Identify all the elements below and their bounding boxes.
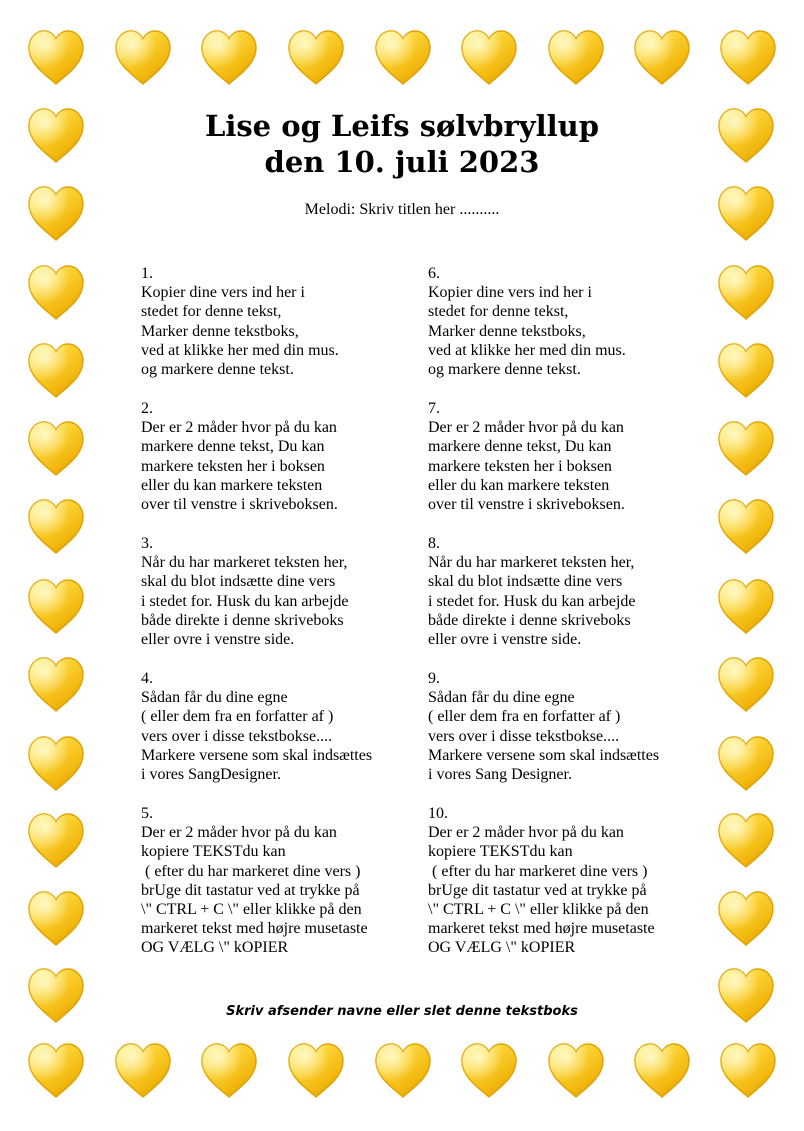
verse-line: Når du har markeret teksten her,: [428, 554, 635, 572]
heart-icon: [285, 27, 347, 87]
verse-line: ( eller dem fra en forfatter af ): [141, 708, 334, 726]
verse-line: både direkte i denne skriveboks: [141, 611, 344, 629]
verse-line: Kopier dine vers ind her i: [141, 284, 305, 302]
verse-line: Der er 2 måder hvor på du kan: [141, 824, 337, 842]
heart-icon: [715, 496, 777, 556]
verse-1[interactable]: [141, 264, 431, 399]
verse-line: i vores SangDesigner.: [141, 766, 281, 784]
verse-number: 6.: [428, 265, 440, 282]
verse-number: 4.: [141, 670, 153, 687]
heart-icon: [25, 810, 87, 870]
heart-icon: [715, 654, 777, 714]
verse-line: ved at klikke her med din mus.: [141, 341, 339, 359]
verse-line: og markere denne tekst.: [428, 361, 581, 379]
page-title: [0, 108, 804, 180]
sender-textbox[interactable]: Skriv afsender navne eller slet denne tekstboks: [226, 1004, 578, 1019]
verse-line: brUge dit tastatur ved at trykke på: [141, 881, 360, 899]
verse-line: eller du kan markere teksten: [428, 476, 610, 494]
heart-icon: [715, 576, 777, 636]
heart-icon: [372, 1040, 434, 1100]
verse-line: Markere versene som skal indsættes: [428, 746, 660, 764]
verse-line: brUge dit tastatur ved at trykke på: [428, 881, 647, 899]
heart-icon: [715, 810, 777, 870]
verse-line: vers over i disse tekstbokse....: [428, 727, 620, 745]
verse-line: stedet for denne tekst,: [141, 303, 282, 321]
verse-line: over til venstre i skriveboksen.: [428, 496, 625, 514]
verse-number: 1.: [141, 265, 153, 282]
verse-line: markere denne tekst, Du kan: [428, 438, 612, 456]
verse-number: 2.: [141, 400, 153, 417]
heart-icon: [717, 27, 779, 87]
verse-line: kopiere TEKSTdu kan: [428, 843, 573, 861]
verse-column-left: [141, 264, 431, 957]
verse-line: over til venstre i skriveboksen.: [141, 496, 338, 514]
heart-icon: [25, 654, 87, 714]
verse-8[interactable]: [428, 534, 718, 669]
heart-icon: [25, 1040, 87, 1100]
heart-icon: [25, 418, 87, 478]
heart-icon: [285, 1040, 347, 1100]
verse-line: Der er 2 måder hvor på du kan: [428, 824, 624, 842]
verse-line: eller du kan markere teksten: [141, 476, 323, 494]
verse-2[interactable]: [141, 399, 431, 534]
verse-line: Når du har markeret teksten her,: [141, 554, 348, 572]
verse-line: i vores Sang Designer.: [428, 766, 572, 784]
heart-icon: [25, 262, 87, 322]
heart-icon: [545, 27, 607, 87]
verse-line: vers over i disse tekstbokse....: [141, 727, 333, 745]
verse-3[interactable]: [141, 534, 431, 669]
heart-icon: [715, 262, 777, 322]
heart-icon: [25, 496, 87, 556]
verse-line: Marker denne tekstboks,: [428, 322, 586, 340]
heart-icon: [715, 418, 777, 478]
verse-line: skal du blot indsætte dine vers: [141, 573, 336, 591]
heart-icon: [25, 576, 87, 636]
verse-line: eller ovre i venstre side.: [428, 631, 582, 649]
heart-icon: [545, 1040, 607, 1100]
melody-line[interactable]: Melodi: Skriv titlen her ..........: [304, 201, 500, 218]
verse-line: eller ovre i venstre side.: [141, 631, 295, 649]
verse-line: Der er 2 måder hvor på du kan: [428, 419, 624, 437]
heart-icon: [112, 27, 174, 87]
verse-7[interactable]: [428, 399, 718, 534]
verse-line: markere teksten her i boksen: [141, 457, 325, 475]
verse-number: 8.: [428, 535, 440, 552]
verse-line: Marker denne tekstboks,: [141, 322, 299, 340]
verse-line: markeret tekst med højre musetaste: [141, 920, 368, 938]
verse-line: ( efter du har markeret dine vers ): [428, 862, 648, 880]
verse-number: 10.: [428, 805, 448, 822]
verse-6[interactable]: [428, 264, 718, 399]
verse-line: i stedet for. Husk du kan arbejde: [141, 592, 349, 610]
verse-9[interactable]: [428, 669, 718, 804]
heart-icon: [25, 888, 87, 948]
verse-line: og markere denne tekst.: [141, 361, 294, 379]
heart-icon: [631, 27, 693, 87]
heart-icon: [631, 1040, 693, 1100]
heart-icon: [715, 340, 777, 400]
verse-4[interactable]: [141, 669, 431, 804]
verse-number: 7.: [428, 400, 440, 417]
verse-line: ( eller dem fra en forfatter af ): [428, 708, 621, 726]
heart-icon: [198, 27, 260, 87]
verse-line: Sådan får du dine egne: [141, 689, 288, 707]
verse-5[interactable]: [141, 804, 431, 957]
verse-line: markere denne tekst, Du kan: [141, 438, 325, 456]
verse-line: Sådan får du dine egne: [428, 689, 575, 707]
verse-line: stedet for denne tekst,: [428, 303, 569, 321]
verse-number: 9.: [428, 670, 440, 687]
heart-icon: [717, 1040, 779, 1100]
verse-line: markere teksten her i boksen: [428, 457, 612, 475]
heart-icon: [25, 340, 87, 400]
verse-line: \" CTRL + C \" eller klikke på den: [428, 901, 649, 919]
title-line-1: Lise og Leifs sølvbryllup: [204, 109, 600, 143]
verse-number: 5.: [141, 805, 153, 822]
verse-line: Kopier dine vers ind her i: [428, 284, 592, 302]
heart-icon: [25, 27, 87, 87]
verse-line: både direkte i denne skriveboks: [428, 611, 631, 629]
verse-10[interactable]: [428, 804, 718, 957]
verse-line: kopiere TEKSTdu kan: [141, 843, 286, 861]
verse-line: \" CTRL + C \" eller klikke på den: [141, 901, 362, 919]
heart-icon: [198, 1040, 260, 1100]
heart-icon: [458, 1040, 520, 1100]
verse-line: i stedet for. Husk du kan arbejde: [428, 592, 636, 610]
verse-line: Markere versene som skal indsættes: [141, 746, 373, 764]
verse-line: OG VÆLG \" kOPIER: [428, 939, 576, 957]
verse-line: markeret tekst med højre musetaste: [428, 920, 655, 938]
heart-icon: [715, 733, 777, 793]
heart-icon: [458, 27, 520, 87]
verse-line: ( efter du har markeret dine vers ): [141, 862, 361, 880]
heart-icon: [715, 888, 777, 948]
title-line-2: den 10. juli 2023: [264, 145, 540, 179]
heart-icon: [25, 733, 87, 793]
verse-line: OG VÆLG \" kOPIER: [141, 939, 289, 957]
heart-icon: [112, 1040, 174, 1100]
verse-number: 3.: [141, 535, 153, 552]
verse-line: skal du blot indsætte dine vers: [428, 573, 623, 591]
verse-line: Der er 2 måder hvor på du kan: [141, 419, 337, 437]
verse-column-right: [428, 264, 718, 957]
heart-icon: [372, 27, 434, 87]
verse-line: ved at klikke her med din mus.: [428, 341, 626, 359]
